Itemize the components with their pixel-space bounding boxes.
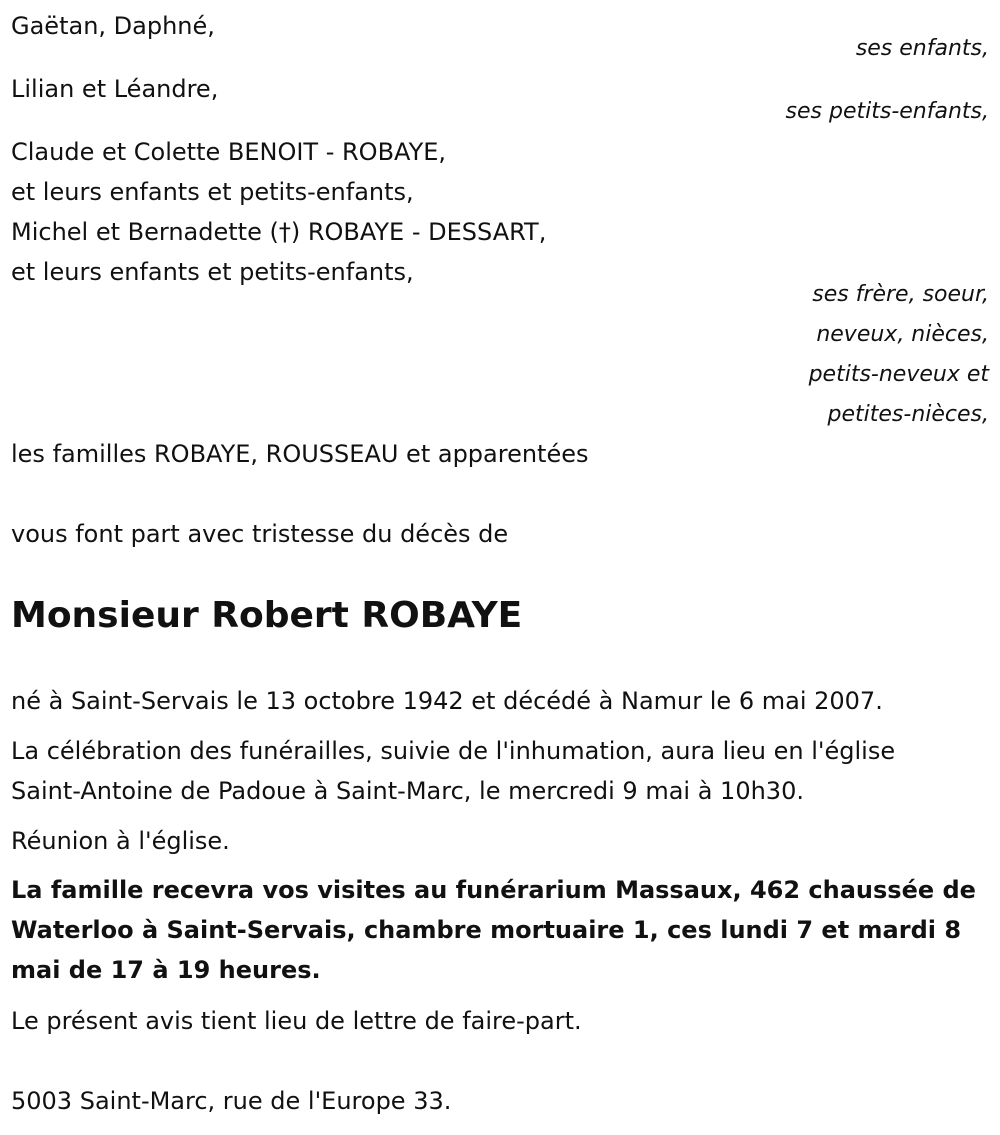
sibling-line: Claude et Colette BENOIT - ROBAYE, [11, 138, 447, 166]
sibling-role: ses frère, soeur, [812, 282, 989, 307]
children-role: ses enfants, [855, 36, 989, 61]
children-names: Gaëtan, Daphné, [11, 12, 215, 40]
grandchildren-role: ses petits-enfants, [785, 99, 989, 124]
sibling-role: petites-nièces, [827, 402, 989, 427]
visits-line: La famille recevra vos visites au funérarium Massaux, 462 chaussée de [11, 876, 976, 904]
visits-line: Waterloo à Saint-Servais, chambre mortuaire 1, ces lundi 7 et mardi 8 [11, 916, 962, 944]
ceremony-line: Saint-Antoine de Padoue à Saint-Marc, le mercredi 9 mai à 10h30. [11, 777, 804, 805]
birth-death-line: né à Saint-Servais le 13 octobre 1942 et décédé à Namur le 6 mai 2007. [11, 687, 883, 715]
notice-line: Le présent avis tient lieu de lettre de faire-part. [11, 1007, 582, 1035]
announcement-line: vous font part avec tristesse du décès de [11, 520, 509, 548]
grandchildren-names: Lilian et Léandre, [11, 75, 219, 103]
deceased-name: Monsieur Robert ROBAYE [11, 595, 523, 636]
visits-line: mai de 17 à 19 heures. [11, 956, 321, 984]
address-line: 5003 Saint-Marc, rue de l'Europe 33. [11, 1087, 452, 1115]
sibling-line: Michel et Bernadette (†) ROBAYE - DESSART, [11, 218, 547, 246]
ceremony-line: La célébration des funérailles, suivie de l'inhumation, aura lieu en l'église [11, 737, 896, 765]
families-line: les familles ROBAYE, ROUSSEAU et apparentées [11, 440, 589, 468]
sibling-role: neveux, nièces, [816, 322, 989, 347]
sibling-line: et leurs enfants et petits-enfants, [11, 258, 414, 286]
sibling-line: et leurs enfants et petits-enfants, [11, 178, 414, 206]
sibling-role: petits-neveux et [808, 362, 989, 387]
meeting-line: Réunion à l'église. [11, 827, 230, 855]
